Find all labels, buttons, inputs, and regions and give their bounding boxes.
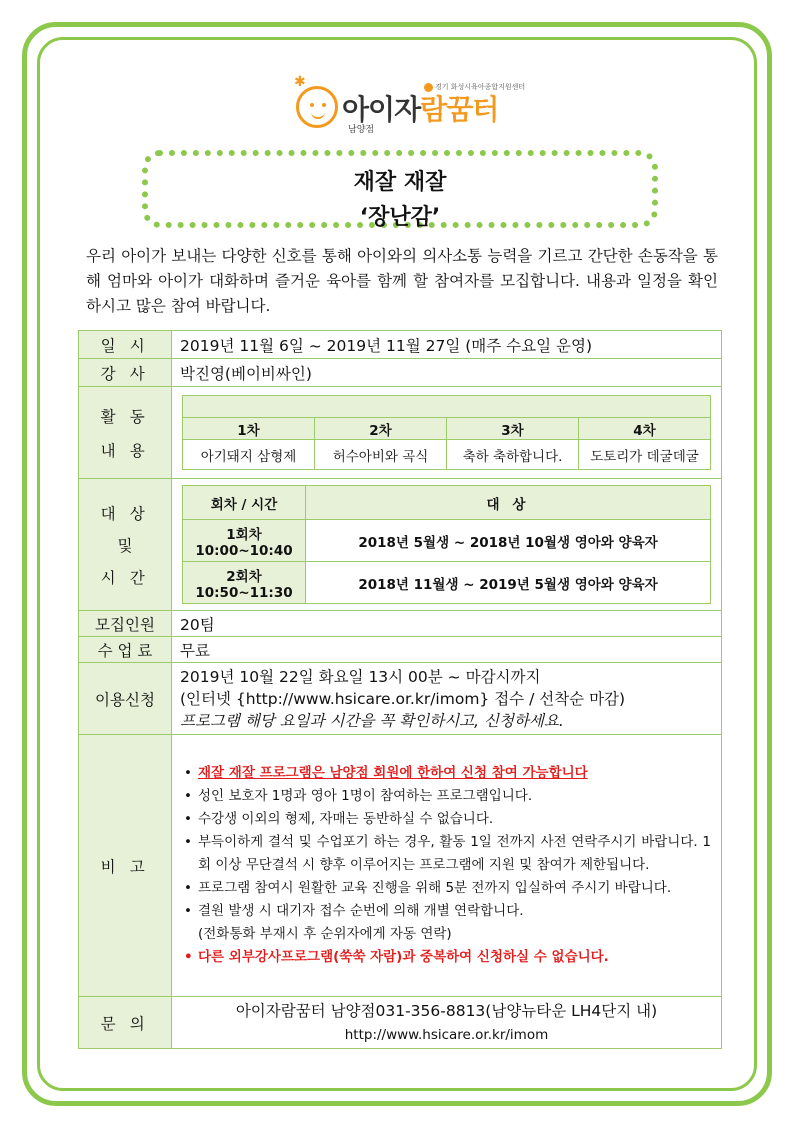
star-icon: ✱ <box>294 74 306 90</box>
contact-label: 문 의 <box>79 997 172 1049</box>
note-item: • 결원 발생 시 대기자 접수 순번에 의해 개별 연락합니다. <box>184 903 524 919</box>
notes-list <box>182 762 711 969</box>
note-item: • 다른 외부강사프로그램(쑥쑥 자람)과 중복하여 신청하실 수 없습니다. <box>184 949 609 965</box>
round-4: 4차 <box>579 418 711 440</box>
smile-face-icon <box>296 86 338 128</box>
logo <box>294 74 536 138</box>
session-table <box>182 485 711 604</box>
round-2: 2차 <box>315 418 447 440</box>
fee-label: 수 업 료 <box>79 637 172 663</box>
notes-label: 비 고 <box>79 735 172 997</box>
contact-url[interactable]: http://www.hsicare.or.kr/imom <box>344 1026 549 1043</box>
apply-line1: 2019년 10월 22일 화요일 13시 00분 ~ 마감시까지 <box>180 667 541 686</box>
date-label: 일 시 <box>79 331 172 359</box>
target-head: 대 상 <box>306 486 711 520</box>
title-line2: ‘장난감’ <box>359 205 441 230</box>
apply-line2: (인터넷 {http://www.hsicare.or.kr/imom} 접수 / 선착순 마감) <box>180 689 626 708</box>
session-1: 1회차 10:00~10:40 <box>183 520 306 562</box>
activity-1: 아기돼지 삼형제 <box>183 440 315 470</box>
note-item: • 수강생 이외의 형제, 자매는 동반하실 수 없습니다. <box>184 811 494 827</box>
activity-label: 활 동 내 용 <box>79 387 172 479</box>
target-label: 대 상 및 시 간 <box>79 479 172 611</box>
logo-org: 경기 화성시육아종합지원센터 <box>424 82 525 92</box>
activity-table <box>182 395 711 470</box>
capacity-value: 20팀 <box>172 611 722 637</box>
instructor-label: 강 사 <box>79 359 172 387</box>
session-head: 회차 / 시간 <box>183 486 306 520</box>
logo-branch: 남양점 <box>348 125 375 135</box>
capacity-label: 모집인원 <box>79 611 172 637</box>
round-3: 3차 <box>447 418 579 440</box>
note-item: • 프로그램 참여시 원활한 교육 진행을 위해 5분 전까지 입실하여 주시기 바랍니다. <box>184 880 672 896</box>
info-table <box>78 330 722 1049</box>
note-sub: (전화통화 부재시 후 순위자에게 자동 연락) <box>198 926 452 942</box>
activity-2: 허수아비와 곡식 <box>315 440 447 470</box>
activity-3: 축하 축하합니다. <box>447 440 579 470</box>
logo-brand-name: 아이자람꿈터 <box>342 94 499 125</box>
note-item: • 성인 보호자 1명과 영아 1명이 참여하는 프로그램입니다. <box>184 788 533 804</box>
org-mark-icon <box>424 83 433 92</box>
round-1: 1차 <box>183 418 315 440</box>
session-2-target: 2018년 11월생 ~ 2019년 5월생 영아와 양육자 <box>306 562 711 604</box>
note-item: • 부득이하게 결석 및 수업포기 하는 경우, 활동 1일 전까지 사전 연락주시기 바랍니다. 1회 이상 무단결석 시 향후 이루어지는 프로그램에 지원 및 참여가 제한됩니다. <box>184 834 711 873</box>
title-line1: 재잘 재잘 <box>353 170 447 195</box>
apply-line3: 프로그램 해당 요일과 시간을 꼭 확인하시고, 신청하세요. <box>180 711 564 730</box>
date-value: 2019년 11월 6일 ~ 2019년 11월 27일 (매주 수요일 운영) <box>172 331 722 359</box>
activity-4: 도토리가 데굴데굴 <box>579 440 711 470</box>
session-2: 2회차 10:50~11:30 <box>183 562 306 604</box>
contact-phone: 아이자람꿈터 남양점031-356-8813(남양뉴타운 LH4단지 내) <box>235 1001 658 1020</box>
instructor-value: 박진영(베이비싸인) <box>172 359 722 387</box>
intro-paragraph: 우리 아이가 보내는 다양한 신호를 통해 아이와의 의사소통 능력을 기르고 간단한 손동작을 통해 엄마와 아이가 대화하며 즐거운 육아를 함께 할 참여자를 모집합니다. 내용과 일정을 확인하시고 많은 참여 바랍니다. <box>86 247 718 315</box>
note-item: • 재잘 재잘 프로그램은 남양점 회원에 한하여 신청 참여 가능합니다 <box>184 765 588 781</box>
session-1-target: 2018년 5월생 ~ 2018년 10월생 영아와 양육자 <box>306 520 711 562</box>
apply-label: 이용신청 <box>79 663 172 735</box>
fee-value: 무료 <box>172 637 722 663</box>
